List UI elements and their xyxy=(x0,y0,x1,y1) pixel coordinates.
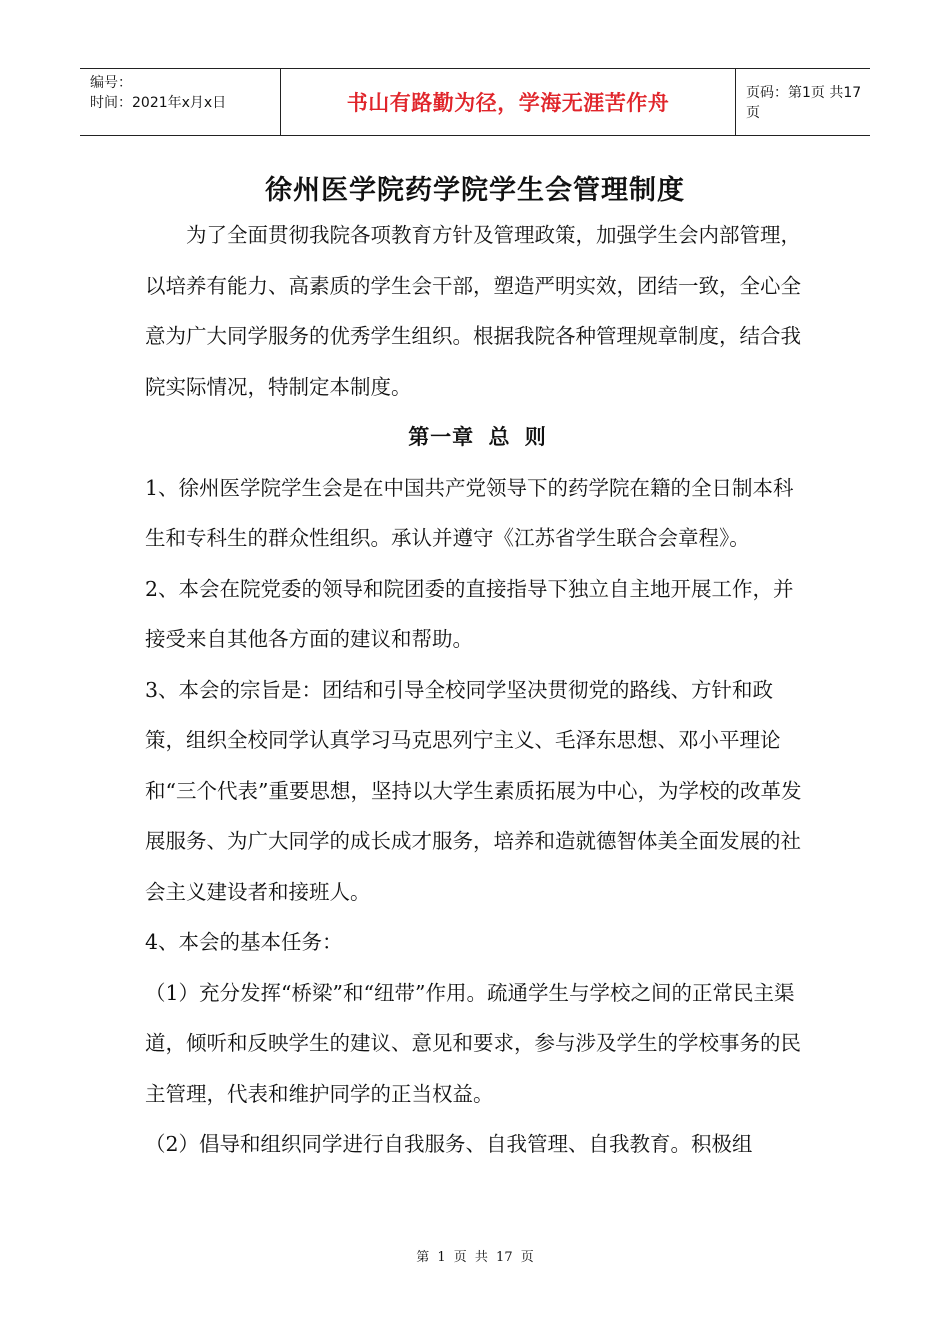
document-date-label: 时间：2021年x月x日 xyxy=(90,95,227,111)
document-title: 徐州医学院药学院学生会管理制度 xyxy=(265,175,685,206)
article-4: 4、本会的基本任务： xyxy=(145,930,343,954)
chapter-heading: 第一章 总 则 xyxy=(408,425,547,449)
article-1: 1、徐州医学院学生会是在中国共产党领导下的药学院在籍的全日制本科生和专科生的群众性组织。承认并遵守《江苏省学生联合会章程》。 xyxy=(145,475,794,550)
document-number-label: 编号： xyxy=(90,75,132,91)
page-header xyxy=(80,68,870,136)
intro-paragraph: 为了全面贯彻我院各项教育方针及管理政策，加强学生会内部管理，以培养有能力、高素质的学生会干部，塑造严明实效，团结一致，全心全意为广大同学服务的优秀学生组织。根据我院各种管理规章制度，结合我院实际情况，特制定本制度。 xyxy=(145,223,801,399)
article-4-item-2: （2）倡导和组织同学进行自我服务、自我管理、自我教育。积极组 xyxy=(145,1132,753,1156)
header-motto: 书山有路勤为径，学海无涯苦作舟 xyxy=(281,69,736,135)
article-3: 3、本会的宗旨是：团结和引导全校同学坚决贯彻党的路线、方针和政策，组织全校同学认真学习马克思列宁主义、毛泽东思想、邓小平理论和“三个代表”重要思想，坚持以大学生素质拓展为中心，为学校的改革发展服务、为广大同学的成长成才服务，培养和造就德智体美全面发展的社会主义建设者和接班人。 xyxy=(145,677,802,904)
header-page-info: 页码：第1页 共17页 xyxy=(746,85,862,121)
article-4-item-1: （1）充分发挥“桥梁”和“纽带”作用。疏通学生与学校之间的正常民主渠道，倾听和反映学生的建议、意见和要求，参与涉及学生的学校事务的民主管理，代表和维护同学的正当权益。 xyxy=(145,980,801,1106)
header-meta xyxy=(80,69,281,135)
article-2: 2、本会在院党委的领导和院团委的直接指导下独立自主地开展工作，并接受来自其他各方面的建议和帮助。 xyxy=(145,576,794,651)
document-body xyxy=(145,210,810,1170)
page-footer: 第 1 页 共 17 页 xyxy=(416,1250,534,1265)
